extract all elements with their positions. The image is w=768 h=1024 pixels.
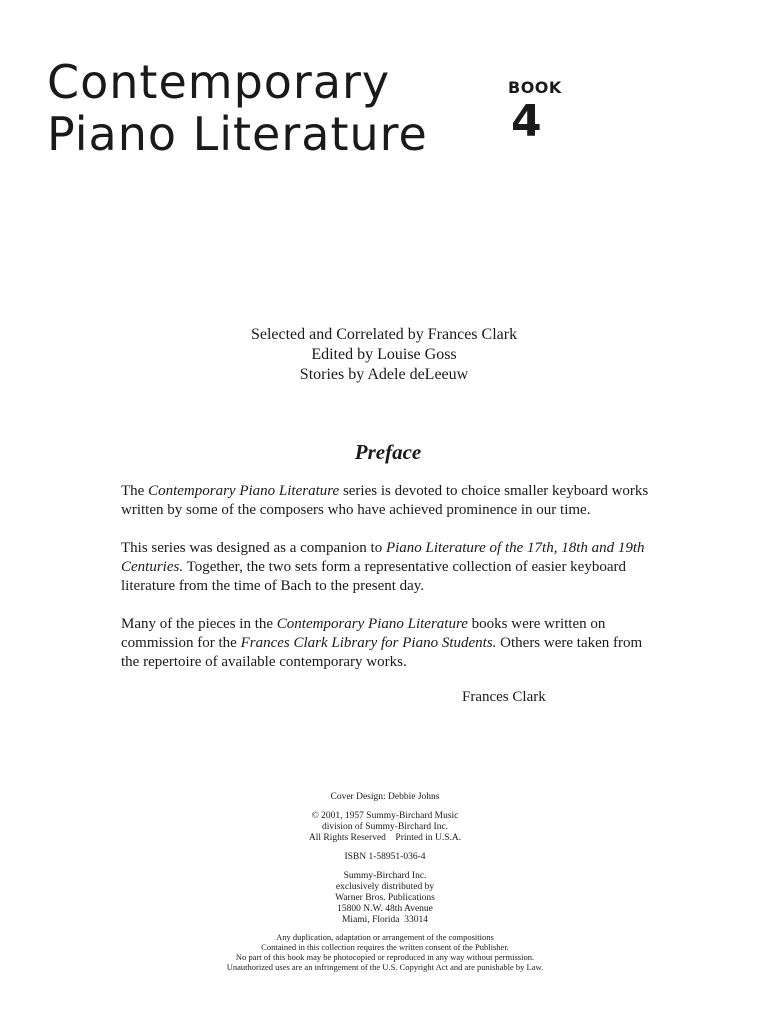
series-title: Contemporary Piano Literature — [276, 616, 468, 632]
text-run: The — [121, 483, 149, 499]
imprint-line: Contained in this collection requires the written consent of the Publisher. — [261, 942, 509, 952]
imprint-line: Unauthorized uses are an infringement of the U.S. Copyright Act and are punishable by Law. — [226, 962, 544, 972]
cover-design-credit — [0, 792, 768, 803]
preface-body — [121, 482, 661, 691]
credit-line: Edited by Louise Goss — [311, 346, 457, 363]
book-number: 4 — [511, 96, 542, 147]
imprint-line: Summy-Birchard Inc. — [343, 871, 427, 881]
text-run: series is devoted to choice smaller keyboard works written by some of the composers who have achieved prominence in our time. — [121, 483, 649, 518]
imprint-line: division of Summy-Birchard Inc. — [321, 822, 449, 832]
book-label: BOOK — [508, 78, 562, 97]
preface-signature: Frances Clark — [462, 689, 546, 705]
credit-line: Stories by Adele deLeeuw — [299, 366, 469, 383]
preface-paragraph-2 — [121, 539, 661, 596]
imprint-line: All Rights Reserved Printed in U.S.A. — [308, 833, 462, 843]
imprint-line: Cover Design: Debbie Johns — [330, 792, 440, 802]
imprint — [0, 792, 768, 972]
text-run: Others were taken from the repertoire of available contemporary works. — [121, 635, 643, 670]
copyright-notice — [0, 811, 768, 844]
imprint-line: Miami, Florida 33014 — [341, 915, 429, 925]
text-run: This series was designed as a companion to — [121, 540, 386, 556]
series-title: Contemporary Piano Literature — [148, 483, 340, 499]
imprint-line: Warner Bros. Publications — [335, 893, 435, 903]
imprint-line: exclusively distributed by — [335, 882, 435, 892]
library-title: Frances Clark Library for Piano Students. — [240, 635, 497, 651]
credit-line: Selected and Correlated by Frances Clark — [250, 326, 518, 343]
imprint-line: 15800 N.W. 48th Avenue — [337, 904, 433, 914]
credits — [0, 325, 768, 385]
preface-paragraph-3 — [121, 615, 661, 672]
text-run: Together, the two sets form a representative collection of easier keyboard literature from the time of Bach to the present day. — [121, 559, 626, 594]
text-run: books were written on commission for the — [121, 616, 606, 651]
book-title — [47, 56, 428, 160]
preface-paragraph-1 — [121, 482, 661, 520]
publisher-address — [0, 871, 768, 926]
isbn — [0, 852, 768, 863]
title-line-1: Contemporary — [47, 55, 391, 109]
imprint-line: © 2001, 1957 Summy-Birchard Music — [311, 811, 459, 821]
title-line-2: Piano Literature — [47, 107, 428, 161]
legal-notice — [0, 932, 768, 972]
companion-title: Piano Literature of the 17th, 18th and 19th Centuries. — [121, 540, 645, 575]
imprint-line: Any duplication, adaptation or arrangement of the compositions — [276, 932, 494, 942]
imprint-line: ISBN 1-58951-036-4 — [344, 852, 426, 862]
preface-heading: Preface — [354, 440, 422, 464]
imprint-line: No part of this book may be photocopied or reproduced in any way without permission. — [235, 952, 535, 962]
text-run: Many of the pieces in the — [121, 616, 277, 632]
